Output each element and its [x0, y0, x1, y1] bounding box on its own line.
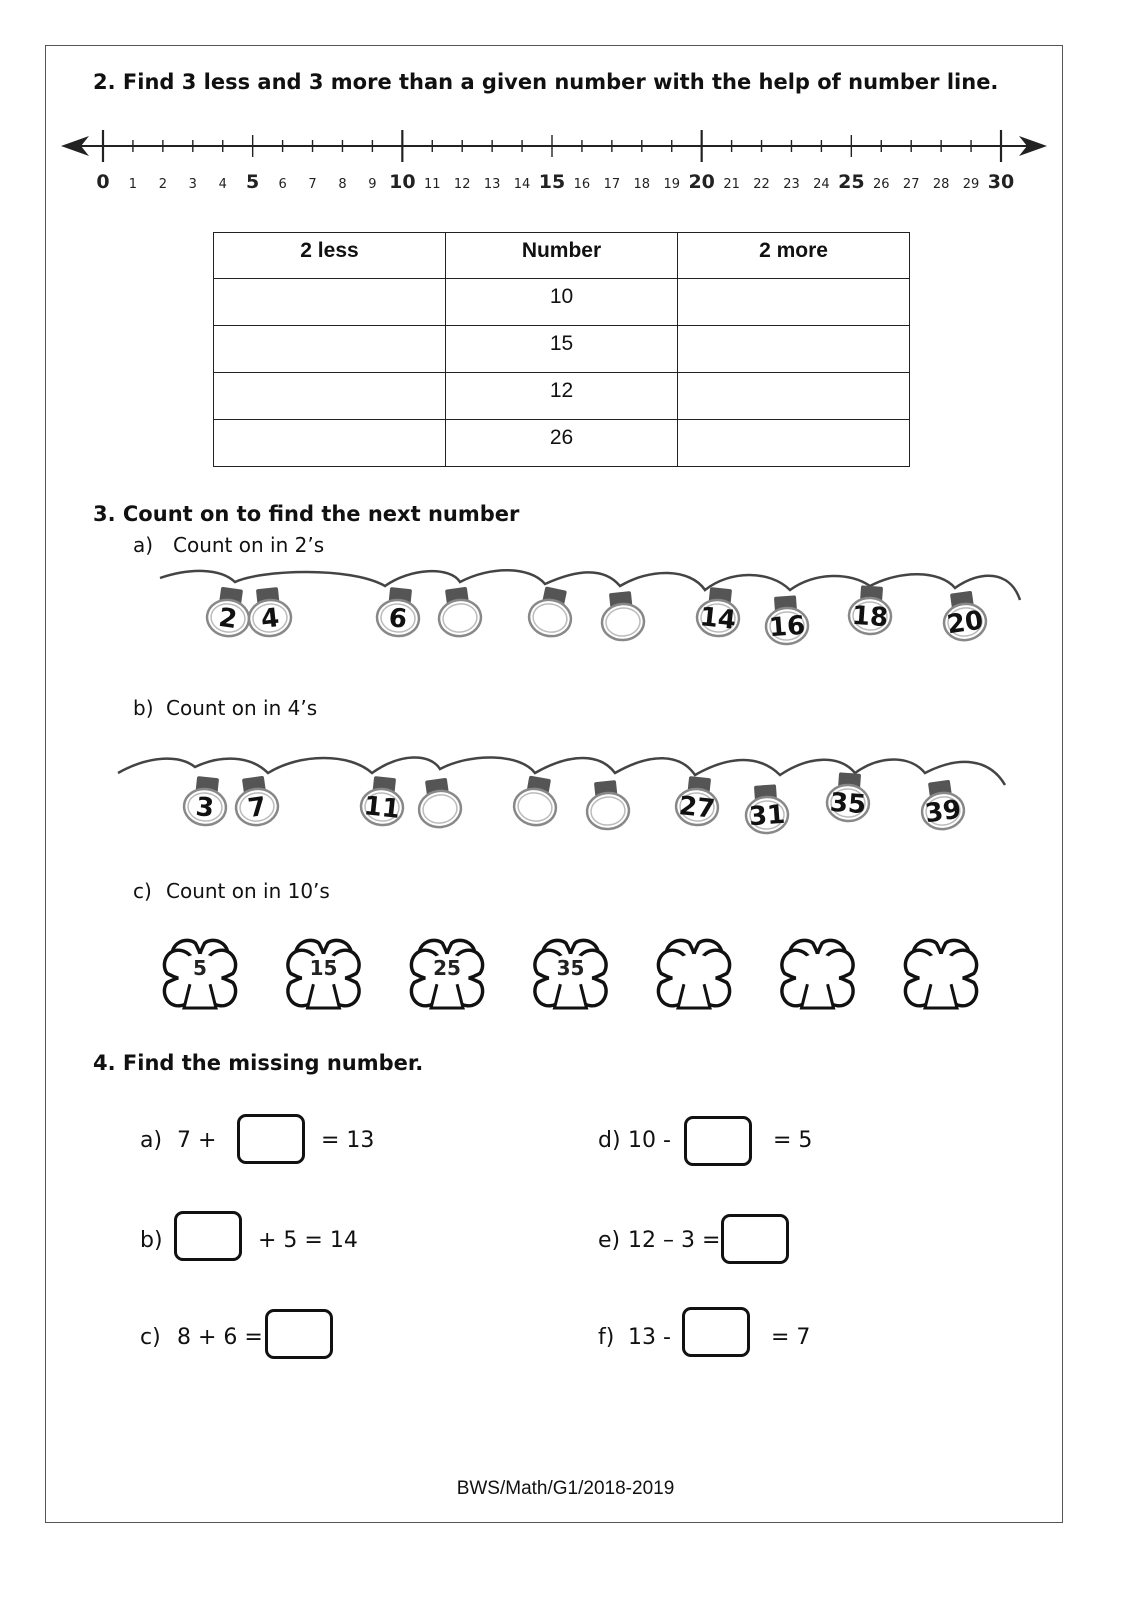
answer-box-c[interactable] — [265, 1309, 333, 1359]
clover[interactable] — [905, 940, 976, 1008]
q3b-label: b) — [133, 696, 154, 720]
q2-heading: 2. Find 3 less and 3 more than a given number with the help of number line. — [93, 70, 999, 94]
q3b-bulb — [826, 772, 871, 823]
eq-d-right: = 5 — [773, 1128, 813, 1153]
cell-number: 26 — [446, 420, 678, 467]
number-line-label: 17 — [603, 177, 621, 192]
cell-less[interactable] — [214, 373, 446, 420]
q3a-bulb-number: 4 — [259, 603, 281, 635]
number-line-label: 30 — [987, 171, 1015, 193]
answer-box-b[interactable] — [174, 1211, 242, 1261]
eq-d-left: 10 - — [628, 1128, 671, 1153]
clover-row — [130, 910, 1010, 1010]
q3b-bulb — [359, 775, 406, 827]
q3a-bulb[interactable] — [526, 584, 577, 640]
number-line-label: 27 — [902, 177, 920, 192]
q3c-label: c) — [133, 879, 152, 903]
answer-box-e[interactable] — [721, 1214, 789, 1264]
clover-number: 25 — [433, 956, 461, 980]
q3b-bulb — [182, 775, 229, 827]
cell-less[interactable] — [214, 420, 446, 467]
q3a-bulb-number: 2 — [216, 602, 239, 636]
eq-a-right: = 13 — [321, 1128, 375, 1153]
number-line-label: 4 — [218, 177, 227, 192]
number-line-label: 20 — [688, 171, 715, 193]
col-number: Number — [446, 233, 678, 279]
number-line-label: 12 — [453, 177, 471, 192]
eq-d-label: d) — [598, 1128, 621, 1153]
table-row — [214, 420, 910, 467]
eq-f-label: f) — [598, 1325, 615, 1350]
answer-box-a[interactable] — [237, 1114, 305, 1164]
q3a-bulb-number: 14 — [698, 602, 738, 636]
col-2-more: 2 more — [678, 233, 910, 279]
table-row — [214, 326, 910, 373]
q3a-bulb — [246, 586, 293, 638]
clover — [164, 940, 235, 1008]
eq-b-right: + 5 = 14 — [258, 1228, 358, 1253]
q3a-bulb-number: 18 — [850, 600, 890, 634]
q3c-text: Count on in 10’s — [166, 879, 330, 903]
table-row — [214, 279, 910, 326]
number-line-label: 2 — [158, 177, 168, 192]
number-line-label: 23 — [783, 177, 800, 192]
cell-more[interactable] — [678, 373, 910, 420]
number-line-label: 1 — [128, 177, 138, 192]
clover[interactable] — [782, 940, 853, 1008]
q3b-bulb[interactable] — [415, 776, 463, 829]
number-line-label: 14 — [513, 177, 531, 192]
q3b-bulb-number: 31 — [747, 799, 787, 833]
less-more-table — [213, 232, 910, 467]
cell-less[interactable] — [214, 326, 446, 373]
number-line-label: 9 — [368, 177, 377, 192]
clover[interactable] — [658, 940, 729, 1008]
q3a-bulb — [205, 585, 253, 638]
number-line-label: 7 — [308, 177, 317, 192]
q3-heading: 3. Count on to find the next number — [93, 502, 520, 526]
clover-number: 15 — [309, 956, 338, 980]
q3b-bulb-number: 11 — [362, 791, 402, 825]
number-line-label: 29 — [962, 177, 980, 192]
q3b-bulb — [674, 775, 721, 827]
eq-c-label: c) — [140, 1325, 161, 1350]
q3b-bulb-number: 3 — [194, 792, 216, 824]
q3b-bulb — [744, 784, 789, 835]
eq-f-right: = 7 — [771, 1325, 811, 1350]
eq-e-label: e) — [598, 1228, 621, 1253]
table-header-row — [214, 233, 910, 279]
bulb-string-b — [110, 745, 1010, 845]
q3b-bulb-number: 7 — [246, 791, 269, 825]
q3a-bulb — [764, 595, 809, 646]
eq-e-left: 12 – 3 = — [628, 1228, 721, 1253]
q3b-text: Count on in 4’s — [166, 696, 318, 720]
eq-a-left: 7 + — [177, 1128, 217, 1153]
number-line-label: 15 — [538, 171, 566, 193]
q3a-bulb[interactable] — [599, 590, 646, 642]
number-line-label: 22 — [753, 177, 770, 192]
number-line-label: 10 — [389, 171, 416, 193]
cell-number: 15 — [446, 326, 678, 373]
number-line-label: 0 — [96, 171, 110, 193]
col-2-less: 2 less — [214, 233, 446, 279]
number-line-label: 13 — [483, 177, 501, 192]
q3a-bulb — [695, 586, 742, 638]
footer: BWS/Math/G1/2018-2019 — [456, 1478, 675, 1499]
clover — [288, 940, 359, 1008]
number-line-label: 5 — [246, 171, 260, 193]
cell-less[interactable] — [214, 279, 446, 326]
table-row — [214, 373, 910, 420]
q4-heading: 4. Find the missing number. — [93, 1051, 424, 1075]
cell-more[interactable] — [678, 420, 910, 467]
q3a-bulb-number: 6 — [387, 603, 409, 635]
q3a-bulb — [375, 586, 422, 638]
cell-number: 12 — [446, 373, 678, 420]
clover-number: 5 — [193, 956, 207, 980]
eq-f-left: 13 - — [628, 1325, 671, 1350]
number-line-label: 21 — [723, 177, 740, 192]
q3a-label: a) — [133, 533, 154, 557]
q3b-bulb-number: 39 — [923, 794, 964, 830]
number-line-label: 18 — [633, 177, 651, 192]
cell-more[interactable] — [678, 279, 910, 326]
q3b-bulb — [918, 778, 966, 831]
eq-b-label: b) — [140, 1228, 163, 1253]
clover-number: 35 — [556, 956, 585, 980]
number-line-label: 24 — [813, 177, 830, 192]
q3b-bulb — [232, 774, 280, 827]
q3a-bulb-number: 20 — [945, 605, 986, 641]
number-line-label: 25 — [838, 171, 865, 193]
number-line-label: 8 — [338, 177, 347, 192]
bulb-string-a — [150, 560, 1040, 660]
q3a-bulb — [848, 585, 893, 636]
number-line-label: 19 — [663, 177, 681, 192]
cell-more[interactable] — [678, 326, 910, 373]
q3b-bulb-number: 35 — [828, 787, 868, 821]
q3a-bulb — [940, 589, 988, 642]
number-line-label: 16 — [573, 177, 591, 192]
eq-a-label: a) — [140, 1128, 163, 1153]
eq-c-left: 8 + 6 = — [177, 1325, 263, 1350]
q3b-bulb[interactable] — [584, 779, 631, 831]
q3b-bulb[interactable] — [511, 774, 561, 829]
q3b-bulb-number: 27 — [677, 791, 717, 825]
number-line-label: 6 — [278, 177, 287, 192]
answer-box-d[interactable] — [684, 1116, 752, 1166]
number-line-label: 11 — [423, 177, 441, 192]
number-line — [55, 125, 1055, 200]
q3a-text: Count on in 2’s — [173, 533, 325, 557]
answer-box-f[interactable] — [682, 1307, 750, 1357]
q3a-bulb[interactable] — [435, 585, 483, 638]
clover — [411, 940, 482, 1008]
q3a-bulb-number: 16 — [767, 610, 807, 644]
cell-number: 10 — [446, 279, 678, 326]
number-line-label: 28 — [932, 177, 950, 192]
number-line-label: 26 — [872, 177, 890, 192]
number-line-label: 3 — [188, 177, 197, 192]
clover — [535, 940, 606, 1008]
